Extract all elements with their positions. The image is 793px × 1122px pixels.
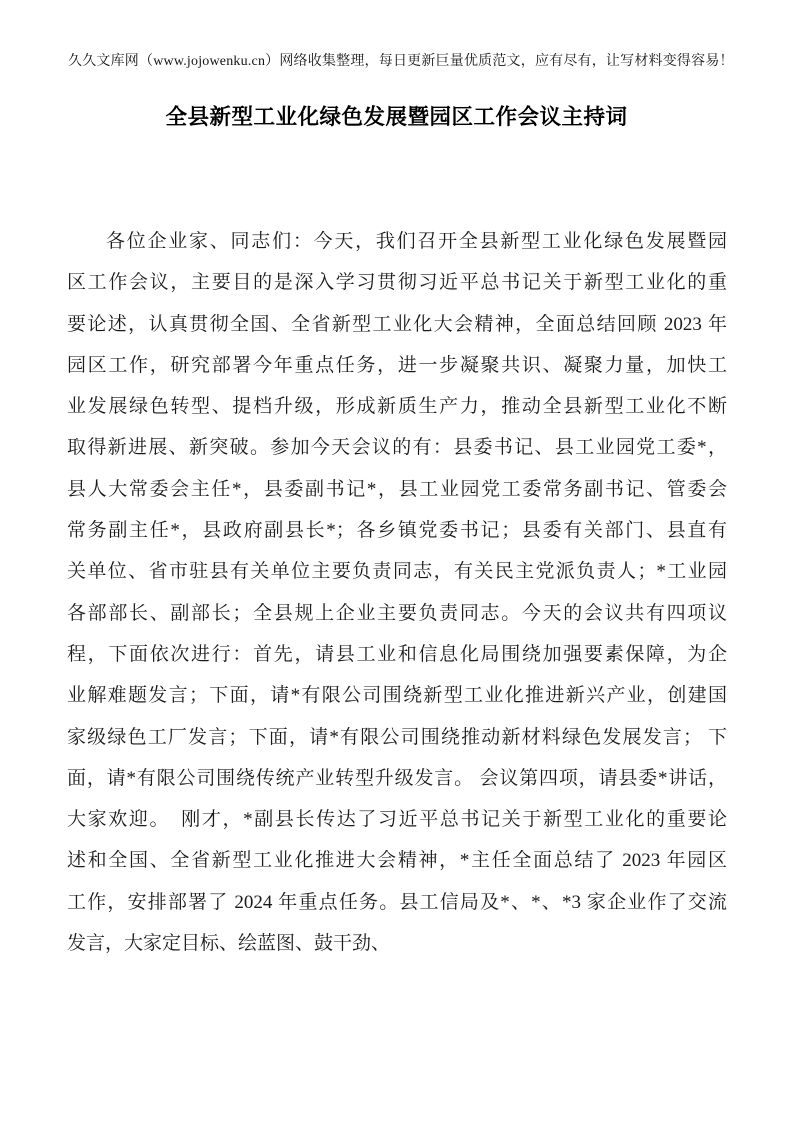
body-line: 关单位、省市驻县有关单位主要负责同志，有关民主党派负责人；*工业园 [67, 561, 727, 583]
body-line: 常务副主任*，县政府副县长*；各乡镇党委书记；县委有关部门、县直有 [67, 520, 727, 542]
body-line: 述和全国、全省新型工业化推进大会精神，*主任全面总结了 2023 年园区 [67, 850, 727, 872]
body-line: 面，请*有限公司围绕传统产业转型升级发言。 会议第四项，请县委*讲话， [67, 767, 727, 789]
body-line: 家级绿色工厂发言；下面，请*有限公司围绕推动新材料绿色发展发言； 下 [67, 726, 727, 748]
body-line: 发言，大家定目标、绘蓝图、鼓干劲、 [67, 933, 391, 955]
body-line: 园区工作，研究部署今年重点任务，进一步凝聚共识、凝聚力量，加快工 [67, 354, 727, 376]
body-line: 业解难题发言；下面，请*有限公司围绕新型工业化推进新兴产业，创建国 [67, 685, 727, 707]
body-line: 工作，安排部署了 2024 年重点任务。县工信局及*、*、*3 家企业作了交流 [67, 891, 727, 913]
body-line: 业发展绿色转型、提档升级，形成新质生产力，推动全县新型工业化不断 [67, 396, 727, 418]
document-body [67, 221, 727, 964]
body-line: 区工作会议，主要目的是深入学习贯彻习近平总书记关于新型工业化的重 [67, 272, 727, 294]
body-line: 取得新进展、新突破。参加今天会议的有：县委书记、县工业园党工委*， [67, 437, 727, 459]
body-line: 县人大常委会主任*，县委副书记*，县工业园党工委常务副书记、管委会 [67, 478, 727, 500]
body-line: 程，下面依次进行：首先，请县工业和信息化局围绕加强要素保障，为企 [67, 643, 727, 665]
watermark-header: 久久文库网（www.jojowenku.cn）网络收集整理，每日更新巨量优质范文，应有尽有，让写材料变得容易！ [68, 54, 734, 69]
body-line: 要论述，认真贯彻全国、全省新型工业化大会精神，全面总结回顾 2023 年 [67, 313, 727, 335]
body-line: 大家欢迎。 刚才，*副县长传达了习近平总书记关于新型工业化的重要论 [67, 809, 727, 831]
document-title: 全县新型工业化绿色发展暨园区工作会议主持词 [165, 105, 628, 129]
body-line: 各位企业家、同志们：今天，我们召开全县新型工业化绿色发展暨园 [106, 231, 727, 252]
body-line: 各部部长、副部长；全县规上企业主要负责同志。今天的会议共有四项议 [67, 602, 727, 624]
